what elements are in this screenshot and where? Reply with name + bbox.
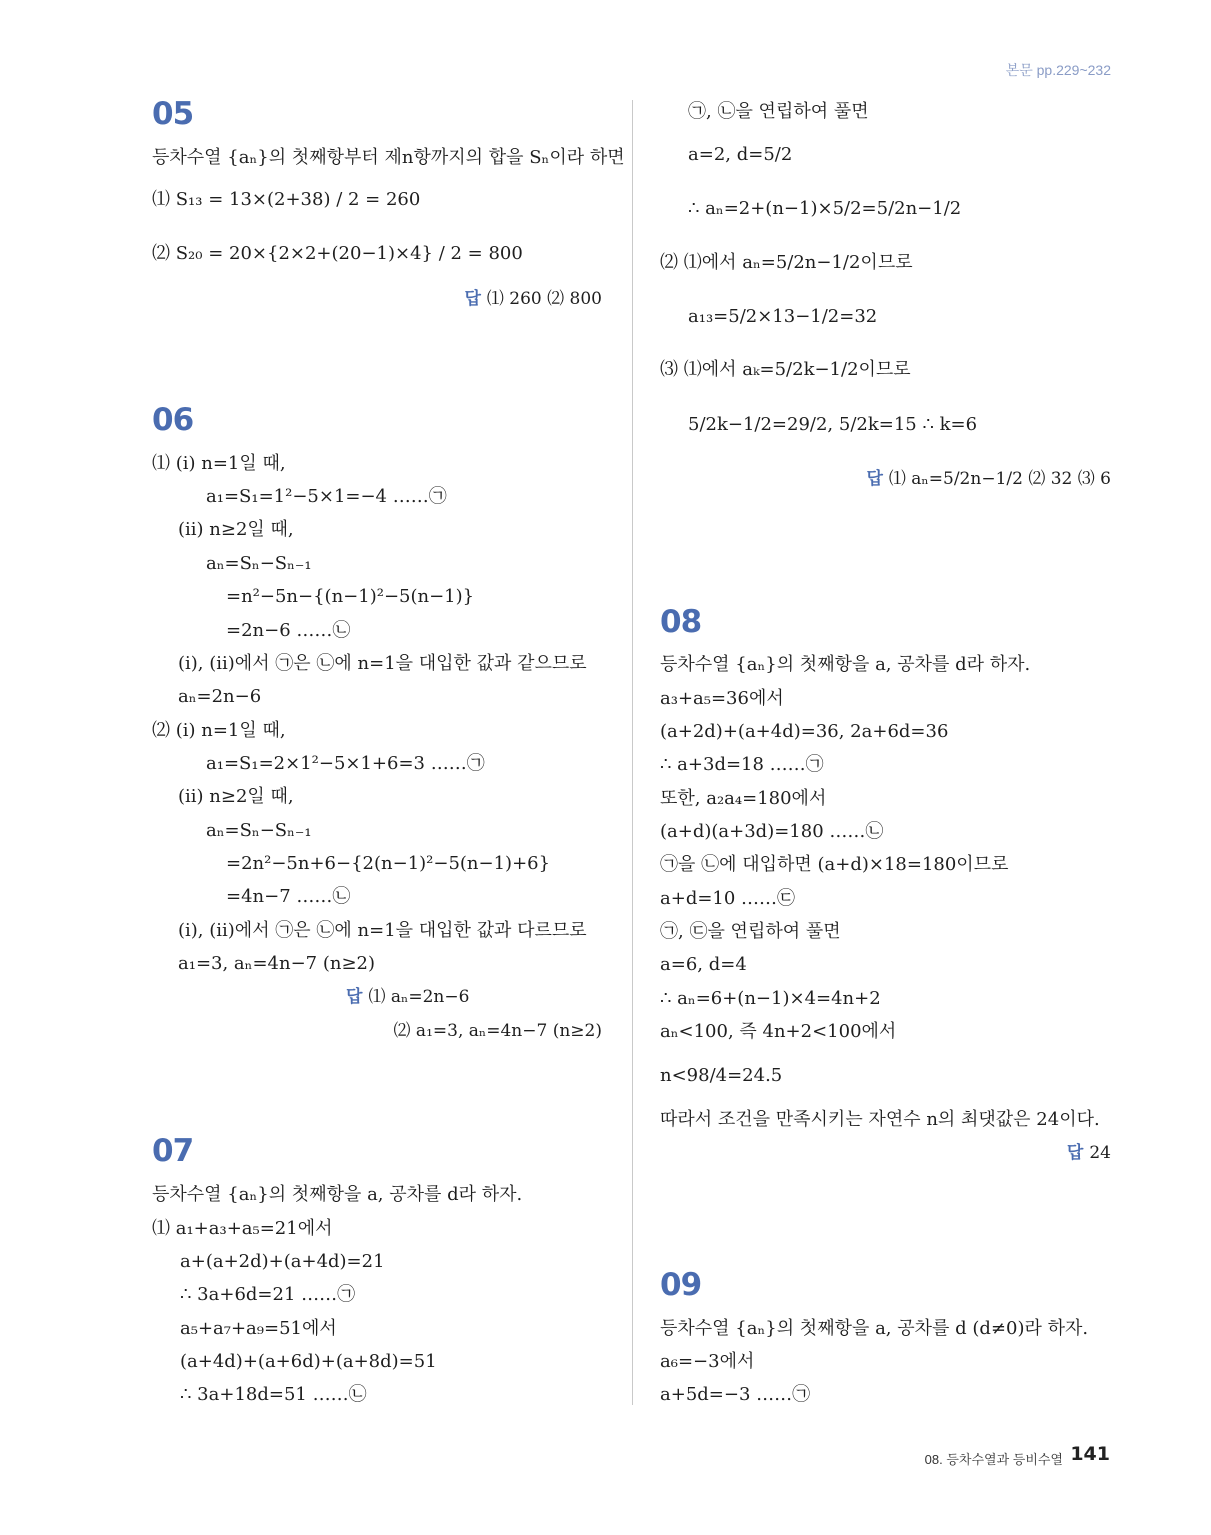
text-line: (ⅰ), (ⅱ)에서 ㉠은 ㉡에 n=1을 대입한 값과 같으므로	[178, 653, 587, 674]
answer-text: ⑴ 260 ⑵ 800	[486, 289, 602, 309]
text-line: 등차수열 {aₙ}의 첫째항을 a, 공차를 d라 하자.	[152, 1184, 523, 1205]
text-line: 따라서 조건을 만족시키는 자연수 n의 최댓값은 24이다.	[660, 1109, 1100, 1130]
problem-number-09: 09	[660, 1267, 702, 1303]
answer-label: 답	[1066, 1143, 1084, 1163]
equation-line: n<98/4=24.5	[660, 1065, 783, 1086]
equation-line: a₁=S₁=2×1²−5×1+6=3 ……㉠	[206, 753, 485, 774]
text-line: (ⅰ), (ⅱ)에서 ㉠은 ㉡에 n=1을 대입한 값과 다르므로	[178, 920, 587, 941]
equation-line: a₁₃=5/2×13−1/2=32	[688, 306, 878, 327]
problem-number-06: 06	[152, 402, 194, 438]
equation-line: 5/2k−1/2=29/2, 5/2k=15 ∴ k=6	[688, 414, 978, 435]
equation-line: ⑴ (ⅰ) n=1일 때,	[152, 453, 286, 474]
equation-line: ⑴ a₁+a₃+a₅=21에서	[152, 1218, 333, 1239]
answer-label: 답	[464, 289, 481, 309]
equation-line: ∴ a+3d=18 ……㉠	[660, 754, 824, 775]
equation-line: (a+d)(a+3d)=180 ……㉡	[660, 821, 884, 842]
equation-line: a+(a+2d)+(a+4d)=21	[180, 1251, 385, 1272]
equation-line: a₃+a₅=36에서	[660, 688, 784, 709]
equation-line: (ⅱ) n≥2일 때,	[178, 519, 294, 540]
equation-line: ⑴ S₁₃ = 13×(2+38) / 2 = 260	[152, 189, 421, 210]
problem-number-05: 05	[152, 96, 194, 132]
answer-line	[1067, 1141, 1111, 1165]
answer-label: 답	[346, 987, 363, 1007]
equation-line: aₙ<100, 즉 4n+2<100에서	[660, 1021, 897, 1042]
text-line: 등차수열 {aₙ}의 첫째항을 a, 공차를 d (d≠0)라 하자.	[660, 1318, 1089, 1339]
equation-line: ∴ 3a+18d=51 ……㉡	[180, 1384, 367, 1405]
text-line: ㉠, ㉢을 연립하여 풀면	[660, 921, 841, 942]
equation-line: a₁=3, aₙ=4n−7 (n≥2)	[178, 953, 375, 974]
equation-line: aₙ=2n−6	[178, 686, 262, 707]
equation-line: 또한, a₂a₄=180에서	[660, 788, 827, 809]
equation-line: (a+4d)+(a+6d)+(a+8d)=51	[180, 1351, 437, 1372]
equation-line: ∴ aₙ=6+(n−1)×4=4n+2	[660, 988, 881, 1009]
page-reference: 본문 pp.229~232	[1005, 62, 1111, 78]
equation-line: ∴ 3a+6d=21 ……㉠	[180, 1284, 356, 1305]
page-number: 141	[1070, 1443, 1110, 1465]
equation-line: ⑵ ⑴에서 aₙ=5/2n−1/2이므로	[660, 252, 913, 273]
equation-line: =n²−5n−{(n−1)²−5(n−1)}	[226, 586, 475, 607]
text-line: ㉠, ㉡을 연립하여 풀면	[688, 101, 869, 122]
text-line: 등차수열 {aₙ}의 첫째항부터 제n항까지의 합을 Sₙ이라 하면	[152, 147, 625, 168]
problem-number-08: 08	[660, 604, 702, 640]
answer-text: ⑴ aₙ=5/2n−1/2 ⑵ 32 ⑶ 6	[888, 469, 1111, 489]
equation-line: ⑵ (ⅰ) n=1일 때,	[152, 720, 286, 741]
answer-text: 24	[1089, 1143, 1111, 1163]
equation-line: ∴ aₙ=2+(n−1)×5/2=5/2n−1/2	[688, 198, 962, 219]
equation-line: a+d=10 ……㉢	[660, 888, 796, 909]
equation-line: ⑶ ⑴에서 aₖ=5/2k−1/2이므로	[660, 359, 911, 380]
equation-line: (ⅱ) n≥2일 때,	[178, 786, 294, 807]
chapter-title: 08. 등차수열과 등비수열	[924, 1452, 1063, 1467]
answer-text: ⑴ aₙ=2n−6	[368, 987, 470, 1007]
equation-line: =2n−6 ……㉡	[226, 620, 351, 641]
equation-line: a=6, d=4	[660, 954, 747, 975]
text-line: 등차수열 {aₙ}의 첫째항을 a, 공차를 d라 하자.	[660, 654, 1031, 675]
equation-line: a+5d=−3 ……㉠	[660, 1384, 811, 1405]
answer-line	[346, 985, 469, 1009]
equation-line: aₙ=Sₙ−Sₙ₋₁	[206, 820, 312, 841]
text-line: ㉠을 ㉡에 대입하면 (a+d)×18=180이므로	[660, 854, 1009, 875]
equation-line: ⑵ S₂₀ = 20×{2×2+(20−1)×4} / 2 = 800	[152, 243, 523, 264]
answer-text: ⑵ a₁=3, aₙ=4n−7 (n≥2)	[393, 1021, 602, 1041]
equation-line: a₁=S₁=1²−5×1=−4 ……㉠	[206, 486, 447, 507]
problem-number-07: 07	[152, 1133, 194, 1169]
equation-line: a=2, d=5/2	[688, 144, 793, 165]
answer-line	[394, 1019, 602, 1043]
equation-line: =4n−7 ……㉡	[226, 886, 351, 907]
answer-label: 답	[866, 469, 883, 489]
equation-line: a₅+a₇+a₉=51에서	[180, 1318, 337, 1339]
equation-line: aₙ=Sₙ−Sₙ₋₁	[206, 553, 312, 574]
answer-line	[464, 287, 602, 311]
equation-line: (a+2d)+(a+4d)=36, 2a+6d=36	[660, 721, 949, 742]
column-divider	[632, 100, 633, 1405]
equation-line: a₆=−3에서	[660, 1351, 755, 1372]
equation-line: =2n²−5n+6−{2(n−1)²−5(n−1)+6}	[226, 853, 551, 874]
answer-line	[866, 467, 1111, 491]
